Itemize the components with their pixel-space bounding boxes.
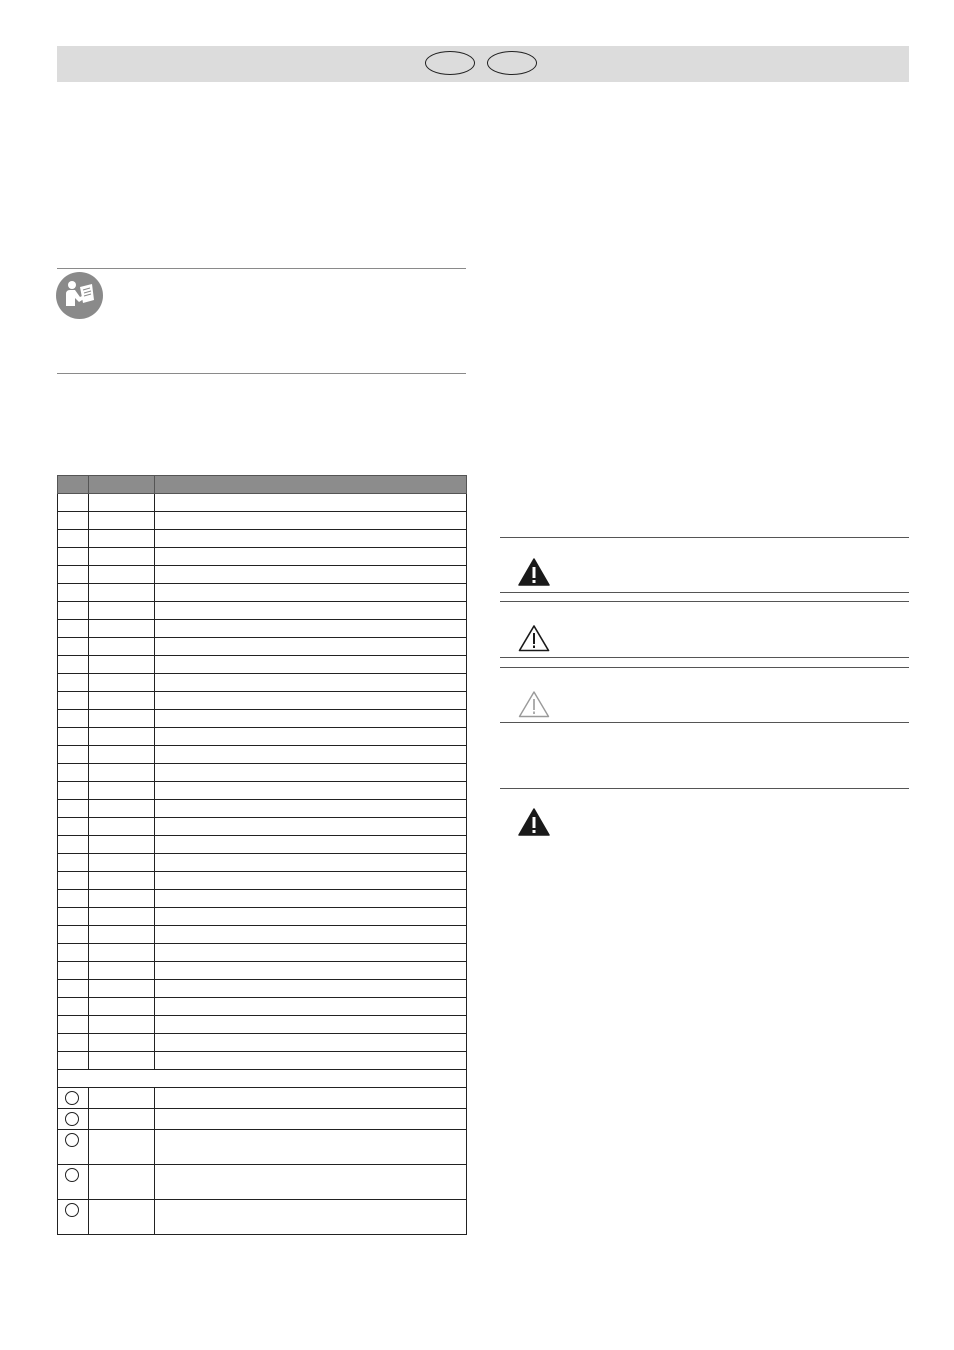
table-row — [58, 1034, 467, 1052]
divider — [500, 601, 909, 602]
table-cell — [155, 1130, 467, 1165]
warning-triangle-filled-icon — [518, 558, 550, 586]
table-cell — [89, 530, 155, 548]
table-row — [58, 674, 467, 692]
table-cell — [58, 764, 89, 782]
parts-table — [57, 475, 467, 1235]
table-row — [58, 908, 467, 926]
table-row — [58, 764, 467, 782]
table-cell — [155, 584, 467, 602]
table-cell — [89, 746, 155, 764]
table-cell — [155, 1052, 467, 1070]
table-cell — [89, 1165, 155, 1200]
table-cell — [155, 1109, 467, 1130]
table-cell — [155, 944, 467, 962]
table-cell — [89, 1016, 155, 1034]
table-cell — [155, 620, 467, 638]
table-row — [58, 530, 467, 548]
warning-triangle-light-icon — [518, 690, 550, 718]
table-cell — [89, 1109, 155, 1130]
table-cell — [155, 638, 467, 656]
table-cell — [155, 1200, 467, 1235]
table-cell — [155, 566, 467, 584]
column-header — [155, 476, 467, 494]
warning-triangle-filled-icon — [518, 808, 550, 836]
table-row — [58, 944, 467, 962]
table-cell — [155, 674, 467, 692]
table-cell — [89, 710, 155, 728]
table-cell — [89, 980, 155, 998]
divider — [500, 788, 909, 789]
table-cell — [155, 908, 467, 926]
table-cell — [155, 710, 467, 728]
table-cell — [155, 980, 467, 998]
table-cell — [89, 512, 155, 530]
table-cell — [89, 782, 155, 800]
table-row — [58, 854, 467, 872]
table-group-row — [58, 1070, 467, 1088]
circle-marker-icon — [65, 1133, 79, 1147]
table-cell — [58, 692, 89, 710]
table-row — [58, 1016, 467, 1034]
table-row — [58, 1109, 467, 1130]
table-cell — [155, 890, 467, 908]
table-cell — [58, 872, 89, 890]
table-cell — [89, 926, 155, 944]
table-cell — [89, 1052, 155, 1070]
table-cell — [58, 494, 89, 512]
table-cell — [89, 962, 155, 980]
table-cell — [58, 566, 89, 584]
table-row — [58, 548, 467, 566]
table-cell — [58, 1052, 89, 1070]
table-row — [58, 710, 467, 728]
table-cell — [58, 1165, 89, 1200]
table-cell — [155, 494, 467, 512]
table-cell — [89, 548, 155, 566]
table-cell — [89, 944, 155, 962]
circle-marker-icon — [65, 1203, 79, 1217]
table-cell — [58, 1088, 89, 1109]
circle-marker-icon — [65, 1091, 79, 1105]
circle-marker-icon — [65, 1112, 79, 1126]
table-cell — [58, 1034, 89, 1052]
table-cell — [89, 854, 155, 872]
table-row — [58, 656, 467, 674]
table-cell — [89, 728, 155, 746]
table-cell — [58, 548, 89, 566]
table-cell — [58, 1070, 467, 1088]
table-row — [58, 926, 467, 944]
table-cell — [58, 584, 89, 602]
table-row — [58, 962, 467, 980]
table-cell — [89, 620, 155, 638]
divider — [500, 537, 909, 538]
table-cell — [155, 1088, 467, 1109]
table-cell — [58, 1130, 89, 1165]
table-cell — [58, 638, 89, 656]
table-row — [58, 818, 467, 836]
divider — [500, 592, 909, 593]
table-cell — [89, 818, 155, 836]
warning-triangle-outline-icon — [518, 624, 550, 652]
table-cell — [58, 980, 89, 998]
table-row — [58, 494, 467, 512]
table-row — [58, 1088, 467, 1109]
table-cell — [155, 692, 467, 710]
table-row — [58, 1130, 467, 1165]
table-row — [58, 890, 467, 908]
divider — [57, 268, 466, 269]
table-cell — [58, 836, 89, 854]
header-bar — [57, 46, 909, 82]
table-cell — [155, 530, 467, 548]
table-cell — [58, 746, 89, 764]
table-cell — [58, 890, 89, 908]
table-row — [58, 602, 467, 620]
column-header — [58, 476, 89, 494]
table-cell — [89, 692, 155, 710]
table-row — [58, 620, 467, 638]
table-cell — [155, 818, 467, 836]
table-cell — [89, 656, 155, 674]
table-cell — [58, 1200, 89, 1235]
table-row — [58, 980, 467, 998]
table-row — [58, 800, 467, 818]
table-cell — [155, 800, 467, 818]
table-cell — [89, 602, 155, 620]
table-cell — [89, 764, 155, 782]
circle-marker-icon — [65, 1168, 79, 1182]
table-cell — [155, 836, 467, 854]
read-manual-icon — [56, 272, 103, 319]
table-cell — [58, 674, 89, 692]
table-cell — [155, 728, 467, 746]
table-cell — [155, 1034, 467, 1052]
table-cell — [89, 872, 155, 890]
table-cell — [58, 710, 89, 728]
divider — [500, 657, 909, 658]
table-cell — [89, 566, 155, 584]
table-cell — [155, 548, 467, 566]
table-row — [58, 746, 467, 764]
table-cell — [155, 764, 467, 782]
table-cell — [155, 926, 467, 944]
table-cell — [89, 1088, 155, 1109]
parts-table-body — [58, 494, 467, 1235]
table-cell — [58, 962, 89, 980]
table-row — [58, 782, 467, 800]
table-cell — [58, 656, 89, 674]
table-cell — [155, 656, 467, 674]
table-cell — [155, 872, 467, 890]
table-row — [58, 584, 467, 602]
table-cell — [89, 998, 155, 1016]
table-cell — [58, 512, 89, 530]
table-row — [58, 836, 467, 854]
table-row — [58, 1200, 467, 1235]
divider — [57, 373, 466, 374]
table-row — [58, 1052, 467, 1070]
table-cell — [89, 908, 155, 926]
table-cell — [58, 926, 89, 944]
table-cell — [155, 998, 467, 1016]
table-cell — [89, 890, 155, 908]
table-header-row — [58, 476, 467, 494]
table-cell — [58, 1016, 89, 1034]
divider — [500, 722, 909, 723]
table-cell — [58, 818, 89, 836]
table-cell — [58, 800, 89, 818]
table-cell — [58, 782, 89, 800]
table-cell — [58, 1109, 89, 1130]
column-header — [89, 476, 155, 494]
table-cell — [89, 494, 155, 512]
table-row — [58, 566, 467, 584]
table-cell — [58, 854, 89, 872]
table-row — [58, 1165, 467, 1200]
table-cell — [155, 1016, 467, 1034]
table-cell — [155, 782, 467, 800]
table-cell — [155, 746, 467, 764]
table-cell — [155, 962, 467, 980]
table-row — [58, 998, 467, 1016]
table-cell — [58, 602, 89, 620]
table-row — [58, 512, 467, 530]
table-cell — [58, 944, 89, 962]
table-cell — [89, 584, 155, 602]
table-cell — [155, 602, 467, 620]
table-row — [58, 872, 467, 890]
table-cell — [89, 836, 155, 854]
table-cell — [89, 1200, 155, 1235]
divider — [500, 667, 909, 668]
table-cell — [155, 1165, 467, 1200]
table-cell — [89, 638, 155, 656]
table-row — [58, 692, 467, 710]
language-badge — [425, 51, 475, 75]
table-row — [58, 728, 467, 746]
table-cell — [58, 530, 89, 548]
table-cell — [89, 1034, 155, 1052]
table-cell — [155, 512, 467, 530]
table-cell — [58, 908, 89, 926]
table-row — [58, 638, 467, 656]
language-badge — [487, 51, 537, 75]
table-cell — [89, 674, 155, 692]
table-cell — [89, 800, 155, 818]
table-cell — [58, 728, 89, 746]
table-cell — [58, 620, 89, 638]
table-cell — [155, 854, 467, 872]
table-cell — [58, 998, 89, 1016]
table-cell — [89, 1130, 155, 1165]
